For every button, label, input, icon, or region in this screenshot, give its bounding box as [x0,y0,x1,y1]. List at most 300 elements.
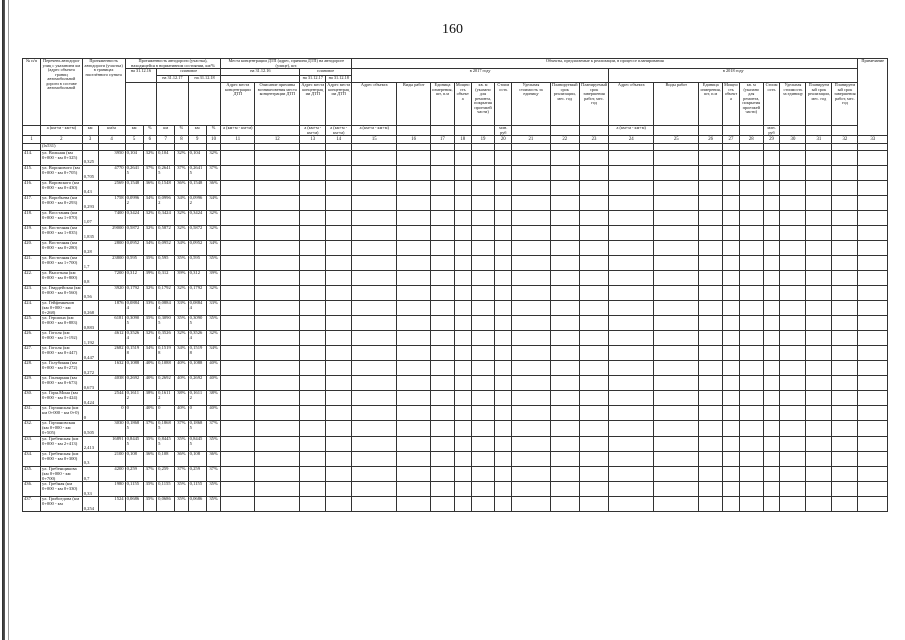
empty-cell [431,436,455,451]
empty-cell [221,181,255,196]
empty-cell [739,466,763,481]
empty-cell [221,346,255,361]
empty-cell [654,301,699,316]
empty-cell [780,196,806,211]
normative-pct-2016: 40% [143,361,157,376]
empty-cell [352,226,397,241]
empty-cell [780,361,806,376]
empty-cell [858,406,888,421]
empty-cell [454,346,471,361]
normative-pct-2017: 34% [175,346,189,361]
empty-cell [431,226,455,241]
road-name: ул. Гершона (км 0+000 - км 0+883) [41,316,83,331]
normative-pct-2017: 32% [175,211,189,226]
table-row [23,286,888,301]
empty-cell [454,286,471,301]
empty-cell [255,497,300,512]
empty-cell [454,361,471,376]
empty-cell [397,271,431,286]
normative-km-2017: 0,0996 2 [157,196,175,211]
empty-cell [699,466,723,481]
road-name: ул. Гвардейская (км 0+000 - км 0+560) [41,286,83,301]
empty-cell [858,376,888,391]
empty-cell [454,436,471,451]
empty-cell [495,391,512,406]
empty-cell [495,482,512,497]
empty-cell [654,361,699,376]
normative-pct-2017: 35% [175,256,189,271]
empty-cell [723,466,740,481]
normative-km-2017: 0,259 [157,466,175,481]
empty-cell [780,376,806,391]
empty-cell [495,166,512,181]
empty-cell [654,466,699,481]
table-row [23,497,888,512]
empty-cell [495,466,512,481]
normative-pct-2017: 32% [175,226,189,241]
normative-pct-2017: 35% [175,482,189,497]
empty-cell [763,181,780,196]
empty-cell [512,391,550,406]
empty-cell [431,406,455,421]
empty-cell [858,271,888,286]
empty-cell [579,331,608,346]
empty-cell [397,346,431,361]
hdr-norm-2016: на 31.12.16 [125,69,157,83]
empty-cell [495,316,512,331]
empty-cell [763,436,780,451]
normative-km-2018: 0 [188,406,206,421]
road-length-m: 7200 [98,271,125,286]
empty-cell [352,211,397,226]
table-row [23,211,888,226]
empty-cell [780,241,806,256]
road-length-m: 4612 [98,331,125,346]
empty-cell [763,361,780,376]
empty-cell [609,151,654,166]
empty-cell [858,316,888,331]
road-length-km: 0 [82,406,98,421]
table-row-continued [23,144,888,151]
empty-cell [454,256,471,271]
empty-cell [832,331,858,346]
hdr-2017-sqm: кв. м (указано для ремонта, покрытия проезжей части) [471,83,495,126]
column-number: 22 [550,136,579,144]
row-number: 431. [23,406,41,421]
road-length-km: 0,28 [82,241,98,256]
empty-cell [550,196,579,211]
normative-pct-2017: 37% [175,166,189,181]
normative-km-2017: 0 [157,406,175,421]
normative-pct-2018: 32% [206,286,221,301]
row-number: 417. [23,196,41,211]
normative-km-2016: 0,0952 [125,241,143,256]
empty-cell [495,226,512,241]
hdr-length: Протяженность автодороги (участка) в границах населённого пункта [82,59,125,126]
hdr-dtp-2017: на 31.12.17 [300,76,326,83]
empty-cell [397,361,431,376]
row-number: 423. [23,286,41,301]
road-name: ул. Горчановская (км 0+000 - км 0+505) [41,421,83,436]
empty-cell [739,331,763,346]
empty-cell [699,211,723,226]
empty-cell [858,436,888,451]
empty-cell [300,497,326,512]
normative-km-2018: 0,1519 8 [188,346,206,361]
empty-cell [255,211,300,226]
empty-cell [300,166,326,181]
table-row [23,406,888,421]
normative-pct-2016: 34% [143,241,157,256]
empty-cell [739,497,763,512]
empty-cell [832,166,858,181]
column-number: 11 [221,136,255,144]
empty-cell [495,451,512,466]
empty-cell [780,211,806,226]
normative-pct-2017: 36% [175,181,189,196]
empty-cell [806,346,832,361]
empty-cell [454,376,471,391]
empty-cell [550,166,579,181]
empty-cell [763,466,780,481]
empty-cell [512,497,550,512]
empty-cell [550,226,579,241]
empty-cell [300,406,326,421]
empty-cell [832,376,858,391]
empty-cell [352,376,397,391]
column-number: 13 [300,136,326,144]
row-number: 424. [23,301,41,316]
empty-cell [221,361,255,376]
row-number: 422. [23,271,41,286]
normative-pct-2018: 35% [206,436,221,451]
empty-cell [431,331,455,346]
empty-cell [780,181,806,196]
empty-cell [454,391,471,406]
normative-km-2017: 0,104 [157,151,175,166]
empty-cell [397,226,431,241]
normative-km-2018: 0,259 [188,466,206,481]
normative-km-2017: 0,1548 [157,181,175,196]
empty-cell [832,211,858,226]
column-number: 33 [858,136,888,144]
normative-km-2018: 0,0686 [188,497,206,512]
row-number: 430. [23,391,41,406]
empty-cell [512,301,550,316]
empty-cell [221,466,255,481]
normative-km-2018: 0,1088 [188,361,206,376]
empty-cell [431,451,455,466]
normative-pct-2017: 40% [175,376,189,391]
normative-km-2018: 0,8445 5 [188,436,206,451]
empty-cell [397,331,431,346]
empty-cell [832,256,858,271]
empty-cell [255,196,300,211]
normative-km-2018: 0,2692 [188,376,206,391]
empty-cell [609,346,654,361]
normative-km-2018: 0,3090 5 [188,316,206,331]
empty-cell [512,466,550,481]
empty-cell [431,151,455,166]
hdr-2018-plan-start: Планируемый срок реализации, мес. год [806,83,832,126]
empty-cell [512,331,550,346]
normative-km-2018: 0,3526 4 [188,331,206,346]
empty-cell [654,346,699,361]
empty-cell [471,166,495,181]
empty-cell [739,301,763,316]
empty-cell [454,211,471,226]
normative-km-2018: 0,5872 [188,226,206,241]
empty-cell [763,211,780,226]
empty-cell [352,256,397,271]
empty-cell [609,166,654,181]
hdr-2018-sqm: кв. м (указано для ремонта, покрытия проезжей части) [739,83,763,126]
road-length-km: 0,8 [82,271,98,286]
normative-km-2016: 0,312 [125,271,143,286]
hdr-2017-cost: Стоимость [495,83,512,126]
empty-cell [454,451,471,466]
empty-cell [723,482,740,497]
normative-km-2016: 0 [125,406,143,421]
empty-cell [326,256,352,271]
empty-cell [806,451,832,466]
empty-cell [654,181,699,196]
empty-cell [454,466,471,481]
road-name: ул. Горчанская (км км 0+000 - км 0+0) [41,406,83,421]
empty-cell [454,421,471,436]
empty-cell [221,436,255,451]
empty-cell [579,346,608,361]
empty-cell [723,406,740,421]
empty-cell [471,391,495,406]
empty-cell [397,211,431,226]
row-number: 426. [23,331,41,346]
road-length-km: 0,424 [82,391,98,406]
row-number: 436. [23,482,41,497]
empty-cell [739,196,763,211]
normative-km-2017: 0,1868 5 [157,421,175,436]
hdr-2017-address: Адрес объекта [352,83,397,126]
empty-cell [654,211,699,226]
hdr-norm-2017: на 31.12.17 [157,76,189,83]
hdr-dtp-2018: на 31.12.18 [326,76,352,83]
binding-edge [2,0,5,640]
empty-cell [495,271,512,286]
empty-cell [654,271,699,286]
empty-cell [654,286,699,301]
empty-cell [255,361,300,376]
road-length-km: 0,325 [82,151,98,166]
empty-cell [723,421,740,436]
empty-cell [780,346,806,361]
empty-cell [326,466,352,481]
empty-cell [255,436,300,451]
road-length-km: 0,447 [82,346,98,361]
normative-pct-2016: 35% [143,497,157,512]
empty-cell [431,256,455,271]
empty-cell [431,166,455,181]
normative-km-2018: 0,1868 5 [188,421,206,436]
empty-cell [495,421,512,436]
empty-cell [431,301,455,316]
empty-cell [723,196,740,211]
empty-cell [326,166,352,181]
empty-cell [858,421,888,436]
normative-pct-2018: 34% [206,346,221,361]
empty-cell [806,211,832,226]
row-number: 415. [23,166,41,181]
road-length-km: 0,505 [82,421,98,436]
empty-cell [431,497,455,512]
empty-cell [471,211,495,226]
empty-cell [255,406,300,421]
empty-cell [579,436,608,451]
empty-cell [550,421,579,436]
empty-cell [397,181,431,196]
empty-cell [471,361,495,376]
normative-pct-2018: 37% [206,421,221,436]
empty-cell [579,286,608,301]
empty-cell [806,226,832,241]
road-length-m: 7400 [98,211,125,226]
empty-cell [397,286,431,301]
empty-cell [471,331,495,346]
empty-cell [654,497,699,512]
empty-cell [221,226,255,241]
empty-cell [300,376,326,391]
row-number: 416. [23,181,41,196]
table-row [23,391,888,406]
empty-cell [352,166,397,181]
road-length-m: 29000 [98,226,125,241]
empty-cell [255,271,300,286]
empty-cell [397,316,431,331]
empty-cell [763,196,780,211]
normative-km-2016: 0,3090 5 [125,316,143,331]
road-length-m: 2682 [98,346,125,361]
empty-cell [471,241,495,256]
empty-cell [806,497,832,512]
empty-cell [806,151,832,166]
road-name: ул. Грибоедова (км 0+000 - км [41,497,83,512]
empty-cell [763,346,780,361]
empty-cell [300,181,326,196]
unit-km-m: км/м [98,126,125,136]
empty-cell [832,451,858,466]
unit-km-range: а (км+м - км+м) [41,126,83,136]
empty-cell [609,406,654,421]
empty-cell [550,241,579,256]
empty-cell [579,301,608,316]
empty-cell [495,436,512,451]
empty-cell [495,301,512,316]
normative-km-2016: 0,595 [125,256,143,271]
road-name: ул. Воробьева (км 0+000 - км 0+293) [41,196,83,211]
row-number: 429. [23,376,41,391]
empty-cell [512,436,550,451]
empty-cell [654,331,699,346]
empty-cell [300,466,326,481]
normative-km-2017: 0,595 [157,256,175,271]
road-name: ул. Восточная (км 0+000 - км 0+280) [41,241,83,256]
empty-cell [723,391,740,406]
empty-cell [806,406,832,421]
empty-cell [806,181,832,196]
road-length-km: 0,33 [82,482,98,497]
normative-pct-2018: 39% [206,271,221,286]
empty-cell [579,391,608,406]
empty-cell [832,482,858,497]
empty-cell [763,241,780,256]
road-length-km: 0,43 [82,181,98,196]
table-row [23,166,888,181]
hdr-dtp-group: Места концентрации ДТП (адрес, причина ДТП) на автодороге (улице), шт. [221,59,352,69]
row-number: 425. [23,316,41,331]
empty-cell [352,241,397,256]
empty-cell [352,482,397,497]
empty-cell [512,271,550,286]
empty-cell [454,482,471,497]
normative-pct-2016: 35% [143,482,157,497]
empty-cell [806,376,832,391]
empty-cell [858,196,888,211]
road-length-m: 3920 [98,286,125,301]
empty-cell [723,497,740,512]
empty-cell [832,436,858,451]
empty-cell [352,331,397,346]
road-name: ул. Гейфенкенов (км 0+000 - км 0+268) [41,301,83,316]
empty-cell [550,391,579,406]
empty-cell [579,361,608,376]
column-number: 25 [654,136,699,144]
empty-cell [550,271,579,286]
empty-cell [579,241,608,256]
road-name: ул. Гончарная (км 0+000 - км 0+673) [41,376,83,391]
normative-pct-2018: 32% [206,211,221,226]
road-name: ул. Горн.Мона (км 0+000 - км 0+424) [41,391,83,406]
empty-cell [806,436,832,451]
road-length-m: 4770 [98,166,125,181]
page-number: 160 [442,22,463,37]
normative-km-2017: 0,1088 [157,361,175,376]
normative-km-2016: 0,108 [125,451,143,466]
empty-cell [609,316,654,331]
empty-cell [512,361,550,376]
hdr-dtp-2016: на 31.12.16 [221,69,300,76]
normative-km-2016: 0,1088 [125,361,143,376]
empty-cell [806,466,832,481]
road-length-km: 0,293 [82,196,98,211]
empty-cell [609,241,654,256]
empty-cell [739,406,763,421]
empty-cell [512,151,550,166]
road-name: ул. Гребенщикова (км 0+000 - км 0+700) [41,466,83,481]
table-row [23,226,888,241]
table-row [23,346,888,361]
normative-km-2016: 0,1792 [125,286,143,301]
normative-km-2017: 0,1155 [157,482,175,497]
road-name: ул. Гребенская (км 0+000 - км 2+413) [41,436,83,451]
hdr-note: Примечание [858,59,888,136]
normative-km-2016: 0,1155 [125,482,143,497]
normative-km-2017: 0,1519 8 [157,346,175,361]
empty-cell [300,211,326,226]
normative-pct-2018: 37% [206,166,221,181]
column-number: 31 [806,136,832,144]
normative-km-2017: 0,3526 4 [157,331,175,346]
normative-pct-2017: 35% [175,436,189,451]
empty-cell [352,391,397,406]
